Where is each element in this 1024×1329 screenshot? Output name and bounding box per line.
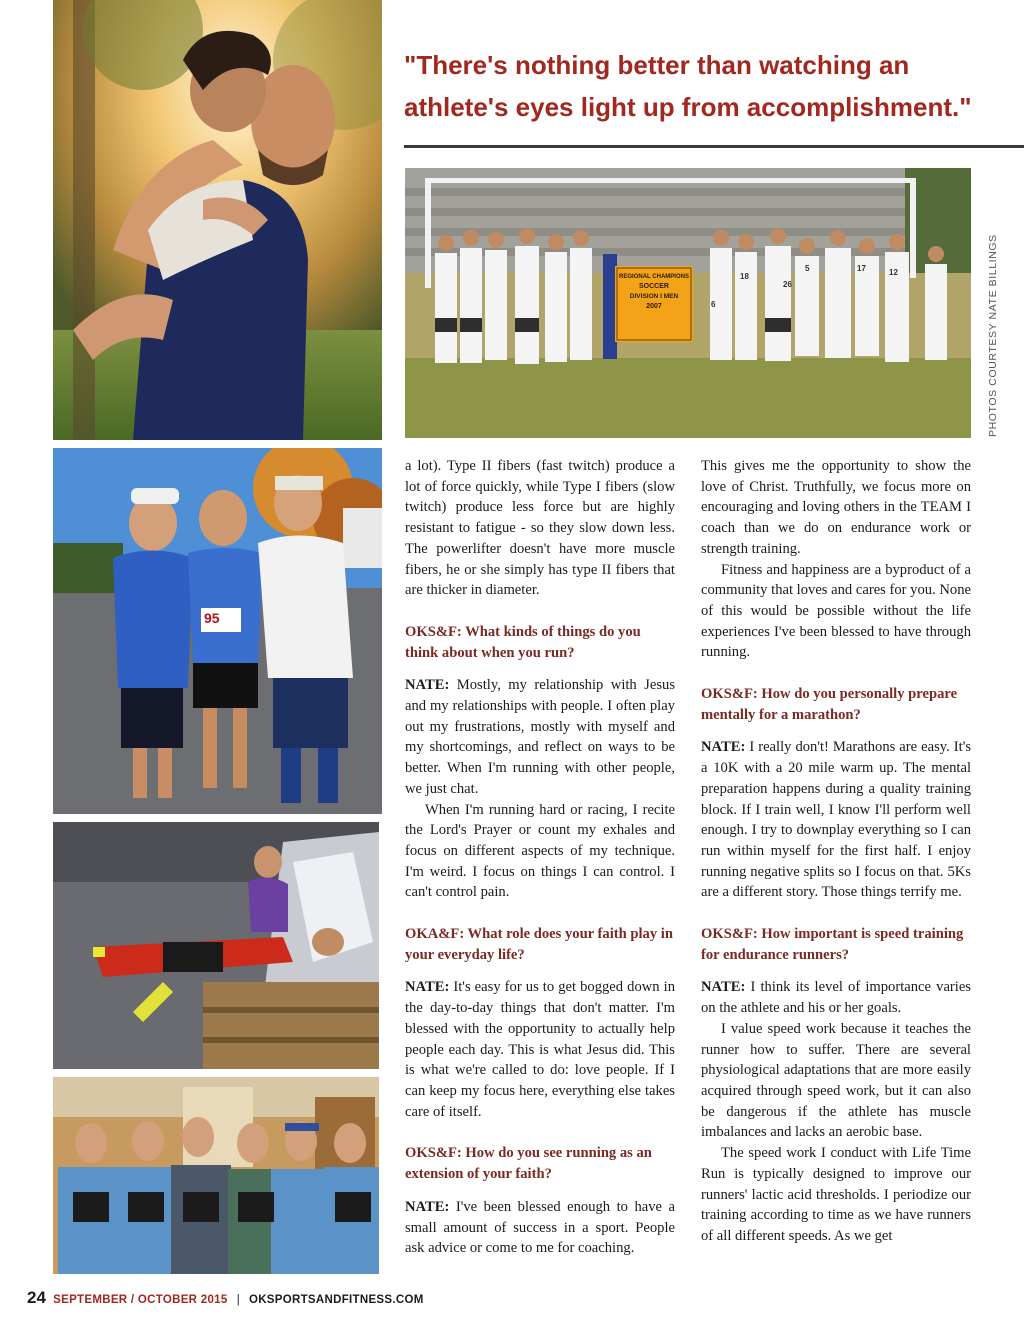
interview-answer: NATE: I've been blessed enough to have a small amount of success in a sport. People ask advice or come to me for coaching.	[405, 1198, 675, 1257]
paragraph: I value speed work because it teaches the runner how to suffer. There are several physiological adaptations that are more easily acquired through speed work, but it can also be dangerous if the athlete has muscle imbalances and lacks an aerobic base.	[701, 1020, 971, 1141]
interview-question: OKA&F: What role does your faith play in your everyday life?	[405, 926, 673, 963]
jersey-number: 6	[711, 300, 716, 309]
pull-quote: "There's nothing better than watching an athlete's eyes light up from accomplishment."	[404, 50, 972, 122]
championship-banner	[615, 272, 693, 312]
photo-soccer-team	[405, 168, 971, 438]
jersey-number: 26	[783, 280, 792, 289]
interview-question: OKS&F: How do you personally prepare mentally for a marathon?	[701, 686, 958, 723]
pull-quote-divider	[404, 145, 1024, 148]
paragraph: The speed work I conduct with Life Time Run is typically designed to improve our runners' lactic acid thresholds. I periodize our training according to time as we have runners of all different speeds. As we get	[701, 1145, 971, 1244]
interview-question: OKS&F: How important is speed training for endurance runners?	[701, 926, 964, 963]
article-column-left	[405, 456, 675, 1259]
jersey-number: 5	[805, 264, 810, 273]
article-column-right	[701, 456, 971, 1247]
jersey-number: 12	[889, 268, 898, 277]
interview-answer: NATE: I really don't! Marathons are easy. It's a 10K with a 20 mile warm up. The mental preparation happens during a quality training block. If I train well, I know I'll perform well enough. I try to downplay everything so I can run within myself for the first half. I enjoy running negative splits so I focus on that. 5Ks are a different story. Those things terrify me.	[701, 739, 971, 901]
race-bib-number: 95	[204, 610, 220, 626]
interview-question: OKS&F: How do you see running as an extension of your faith?	[405, 1145, 652, 1183]
banner-line-2: SOCCER	[639, 283, 669, 290]
issue-date: SEPTEMBER / OCTOBER 2015	[53, 1294, 228, 1306]
interview-answer: NATE: I think its level of importance varies on the athlete and his or her goals.	[701, 979, 971, 1017]
paragraph: When I'm running hard or racing, I recite the Lord's Prayer or count my exhales and focus on different aspects of my technique. I'm weird. I focus on things I can control. I can't control pain.	[405, 801, 675, 901]
photo-credit: PHOTOS COURTESY NATE BILLINGS	[987, 234, 999, 437]
page-number: 24	[27, 1288, 46, 1307]
interview-answer: NATE: Mostly, my relationship with Jesus and my relationships with people. I often play out my frustrations, mostly with myself and my shortcomings, and reflect on ways to be better. When I'm running with other people, we just chat.	[405, 677, 675, 797]
photo-team-group	[53, 1077, 379, 1274]
website-link[interactable]: OKSPORTSANDFITNESS.COM	[248, 1294, 424, 1306]
page-footer	[27, 1288, 424, 1308]
paragraph: This gives me the opportunity to show the love of Christ. Truthfully, we focus more on encouraging and loving others in the TEAM I coach than we do on endurance work or strength training.	[701, 458, 971, 557]
jersey-number: 18	[740, 272, 749, 281]
paragraph: Fitness and happiness are a byproduct of a community that loves and cares for you. None of this would be possible without the life experiences I've been blessed to have through running.	[701, 561, 971, 661]
photo-three-runners	[53, 448, 382, 814]
photo-couple-piggyback	[53, 0, 382, 440]
paragraph: a lot). Type II fibers (fast twitch) produce a lot of force quickly, while Type I fibers (slow twitch) produce less force but are highly resistant to fatigue - so they slow down less. The powerlifter doesn't have more muscle fibers, he or she simply has type II fibers that are thicker in diameter.	[405, 458, 675, 599]
interview-question: OKS&F: What kinds of things do you think about when you run?	[405, 623, 641, 661]
interview-answer: NATE: It's easy for us to get bogged down in the day-to-day things that don't matter. I'm blessed with the opportunity to actually help people each day. This is what Jesus did. This is what we're called to do: love people. If I can keep my focus here, everything else takes care of itself.	[405, 979, 675, 1120]
banner-line-4: 2007	[646, 303, 662, 310]
banner-line-3: DIVISION I MEN	[629, 293, 679, 300]
jersey-number: 17	[857, 264, 866, 273]
footer-separator: |	[236, 1294, 240, 1306]
banner-line-1: REGIONAL CHAMPIONS	[619, 274, 689, 280]
photo-finish-line	[53, 822, 379, 1069]
